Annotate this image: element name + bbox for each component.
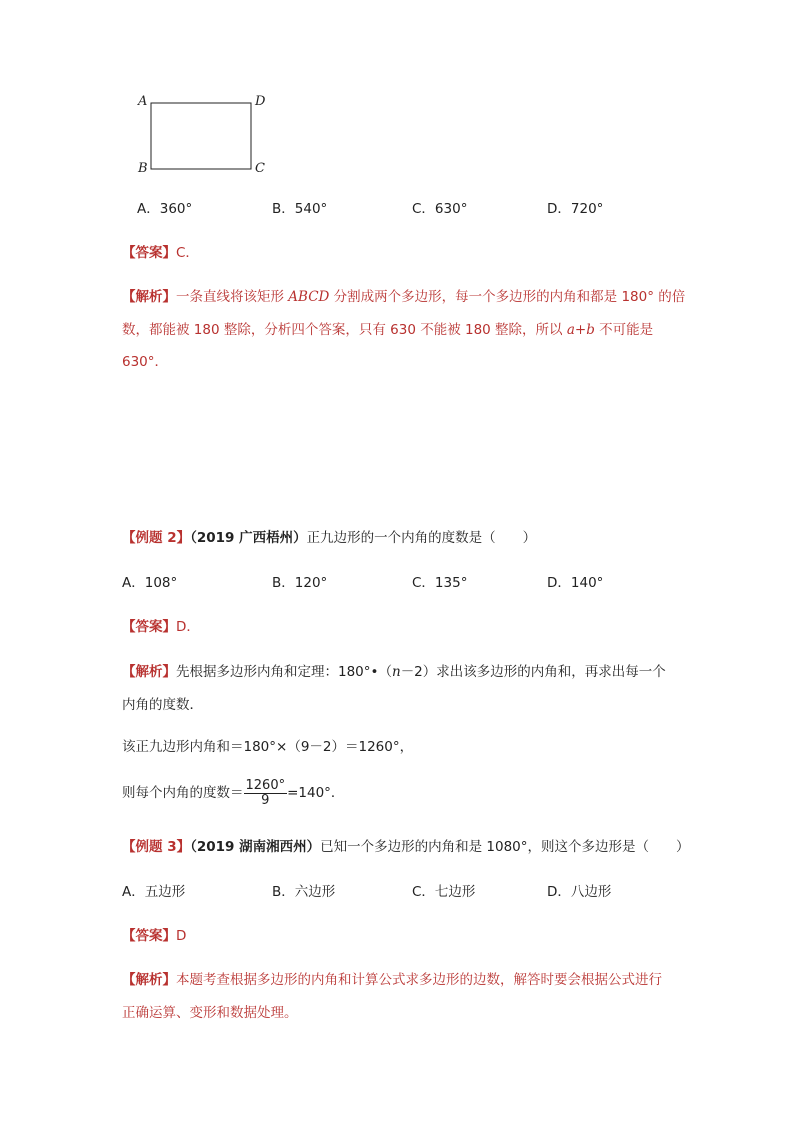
q3-option-d: D．八边形 [547,884,612,900]
example-source: （2019 湖南湘西州） [190,839,321,855]
q2-option-c: C．135° [412,575,468,591]
q1-answer [122,244,199,262]
answer-tag: 【答案】 [122,245,176,261]
answer-value: D [176,928,187,944]
q1-option-a: A．360° [137,201,193,217]
analysis-text: 一条直线将该矩形 [176,289,289,305]
analysis-text: 本题考查根据多边形的内角和计算公式求多边形的边数，解答时要会根据公式进行 [176,972,662,988]
analysis-text: －2）求出该多边形的内角和，再求出每一个 [400,664,666,680]
answer-value: D． [176,619,200,635]
variable-abcd: ABCD [288,289,330,305]
analysis-tag: 【解析】 [122,289,176,305]
q2-stem [122,529,536,547]
q1-analysis-line-3: 630°． [122,354,169,370]
q2-analysis-line-2: 内角的度数． [122,697,203,713]
analysis-text: 不可能是 [594,322,654,338]
q3-option-c: C．七边形 [412,884,476,900]
q1-analysis-line-2 [122,321,653,339]
q2-calc-line-2 [122,778,344,808]
example-tag: 【例题 3】 [122,839,191,855]
q2-answer [122,618,200,636]
q2-calc-line-1: 该正九边形内角和＝180°×（9－2）＝1260°， [122,739,414,755]
analysis-tag: 【解析】 [122,664,176,680]
q3-analysis-line-2: 正确运算、变形和数据处理。 [122,1005,298,1021]
q3-answer [122,927,186,945]
q2-analysis-line-1 [122,663,666,681]
example-source: （2019 广西梧州） [190,530,307,546]
analysis-text: 数，都能被 180 整除，分析四个答案，只有 630 不能被 180 整除，所以 [122,322,567,338]
question-text: 正九边形的一个内角的度数是（ ） [306,530,537,546]
vertex-label-b: B [138,161,148,176]
fraction-numerator: 1260° [245,777,286,793]
q3-option-a: A．五边形 [122,884,186,900]
analysis-tag: 【解析】 [122,972,176,988]
fraction [244,779,288,808]
analysis-text: 分割成两个多边形，每一个多边形的内角和都是 180° 的倍 [329,289,686,305]
example-tag: 【例题 2】 [122,530,191,546]
q1-analysis-line-1 [122,288,685,306]
q3-stem [122,838,690,856]
variable-a-plus-b: a+b [566,322,595,338]
answer-tag: 【答案】 [122,928,176,944]
vertex-label-d: D [255,94,266,109]
q2-option-a: A．108° [122,575,178,591]
calc-text: =140°． [287,785,345,801]
q1-option-c: C．630° [412,201,468,217]
q3-option-b: B．六边形 [272,884,336,900]
q2-option-d: D．140° [547,575,604,591]
answer-tag: 【答案】 [122,619,176,635]
q1-option-d: D．720° [547,201,604,217]
vertex-label-c: C [255,161,265,176]
q1-option-b: B．540° [272,201,328,217]
q3-analysis-line-1 [122,971,662,989]
q2-option-b: B．120° [272,575,328,591]
variable-n: n [391,664,401,680]
calc-text: 则每个内角的度数＝ [122,785,244,801]
fraction-denominator: 9 [261,792,270,808]
rectangle-figure [136,94,276,180]
question-text: 已知一个多边形的内角和是 1080°，则这个多边形是（ ） [320,839,690,855]
analysis-text: 先根据多边形内角和定理：180°•（ [176,664,392,680]
answer-value: C． [176,245,199,261]
vertex-label-a: A [138,94,148,109]
